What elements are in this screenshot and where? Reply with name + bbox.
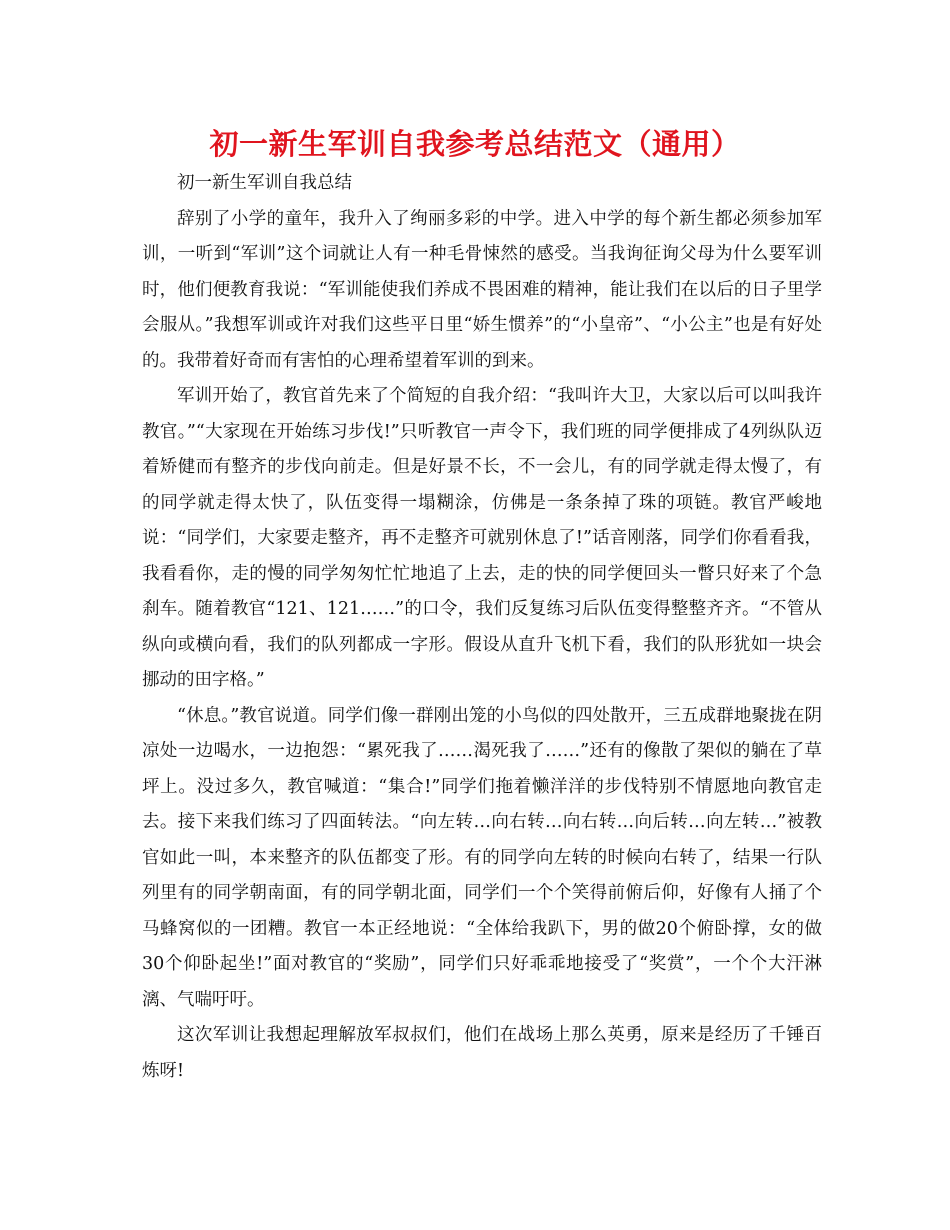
- document-title: 初一新生军训自我参考总结范文（通用）: [209, 127, 741, 161]
- paragraph-2: 军训开始了，教官首先来了个简短的自我介绍：“我叫许大卫，大家以后可以叫我许教官。”“大家现在开始练习步伐!”只听教官一声令下，我们班的同学便排成了4列纵队迈着矫健而有整齐的步伐向前走。但是好景不长，不一会儿，有的同学就走得太慢了，有的同学就走得太快了，队伍变得一塌糊涂，仿佛是一条条掉了珠的项链。教官严峻地说：“同学们，大家要走整齐，再不走整齐可就别休息了!”话音刚落，同学们你看看我，我看看你，走的慢的同学匆匆忙忙地追了上去，走的快的同学便回头一瞥只好来了个急刹车。随着教官“121、121……”的口令，我们反复练习后队伍变得整整齐齐。“不管从纵向或横向看，我们的队列都成一字形。假设从直升飞机下看，我们的队形犹如一块会挪动的田字格。”: [142, 386, 822, 690]
- paragraph-3: “休息。”教官说道。同学们像一群刚出笼的小鸟似的四处散开，三五成群地聚拢在阴凉处一边喝水，一边抱怨：“累死我了……渴死我了……”还有的像散了架似的躺在了草坪上。没过多久，教官喊道：“集合!”同学们拖着懒洋洋的步伐特别不情愿地向教官走去。接下来我们练习了四面转法。“向左转…向右转…向右转…向后转…向左转…”被教官如此一叫，本来整齐的队伍都变了形。有的同学向左转的时候向右转了，结果一行队列里有的同学朝南面，有的同学朝北面，同学们一个个笑得前俯后仰，好像有人捅了个马蜂窝似的一团糟。教官一本正经地说：“全体给我趴下，男的做20个俯卧撑，女的做30个仰卧起坐!”面对教官的“奖励”，同学们只好乖乖地接受了“奖赏”，一个个大汗淋漓、气喘吁吁。: [142, 705, 822, 1010]
- paragraph-1: 辞别了小学的童年，我升入了绚丽多彩的中学。进入中学的每个新生都必须参加军训，一听到“军训”这个词就让人有一种毛骨悚然的感受。当我询征询父母为什么要军训时，他们便教育我说：“军训能使我们养成不畏困难的精神，能让我们在以后的日子里学会服从。”我想军训或许对我们这些平日里“娇生惯养”的“小皇帝”、“小公主”也是有好处的。我带着好奇而有害怕的心理希望着军训的到来。: [142, 208, 822, 371]
- document-body: [142, 166, 822, 1089]
- document-subtitle: 初一新生军训自我总结: [177, 173, 352, 193]
- paragraph-4: 这次军训让我想起理解放军叔叔们，他们在战场上那么英勇，原来是经历了千锤百炼呀!: [142, 1025, 822, 1081]
